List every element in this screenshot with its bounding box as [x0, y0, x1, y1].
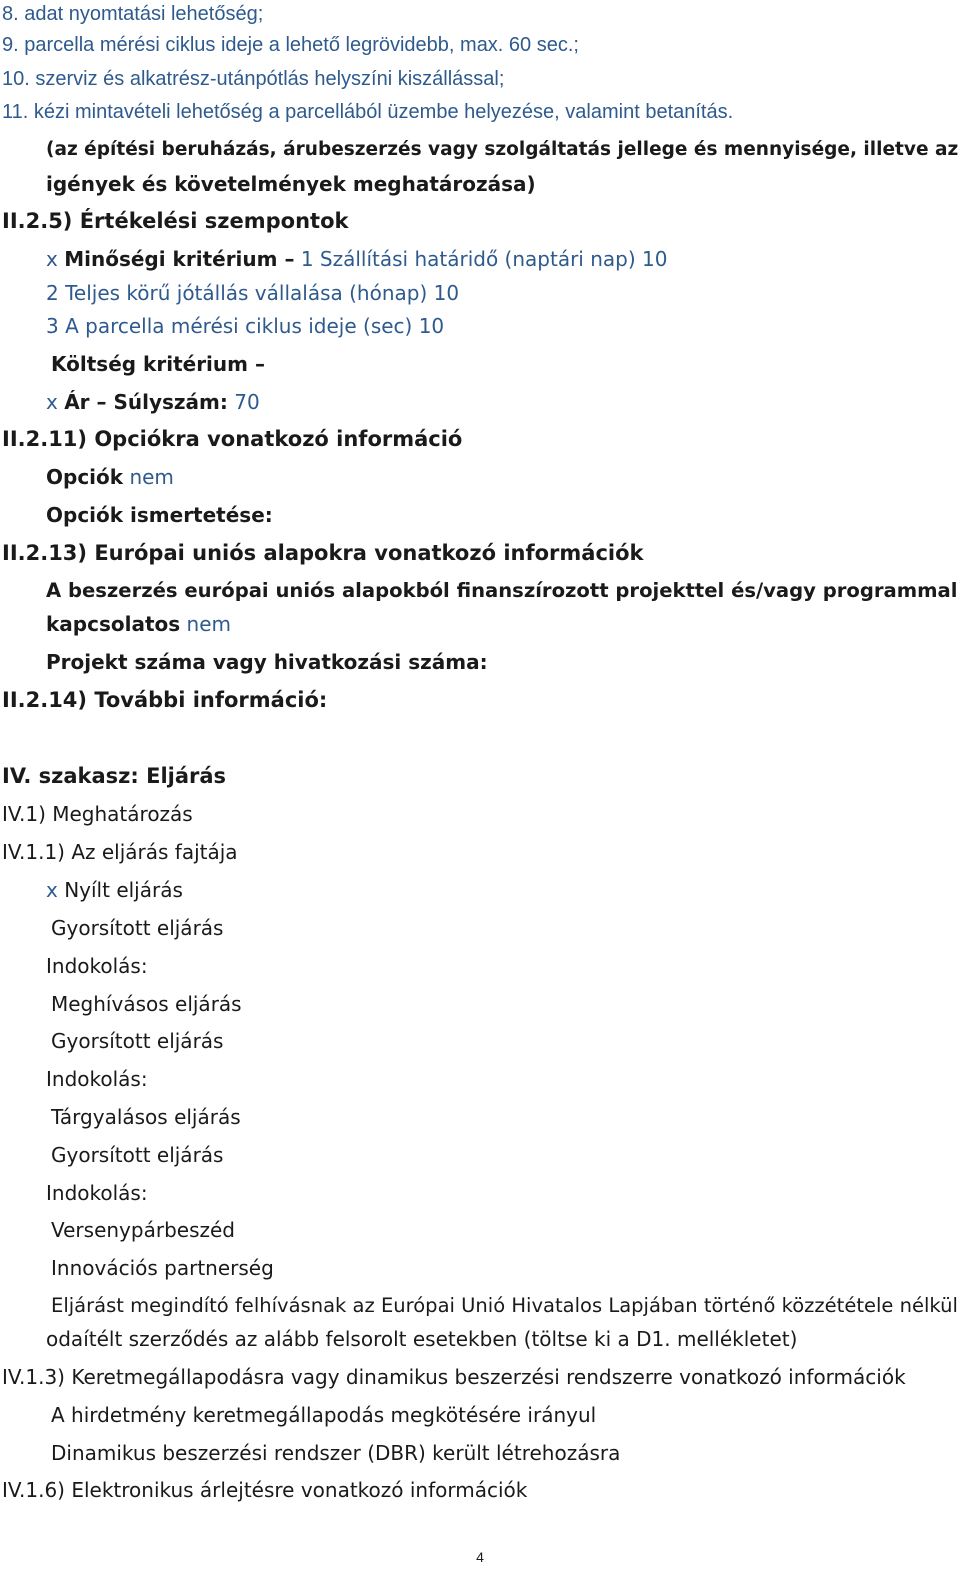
- price-weight: 70: [234, 390, 260, 414]
- negotiated-no-publication-line2: odaítélt szerződés az alább felsorolt esetekben (töltse ki a D1. mellékletet): [46, 1327, 798, 1351]
- quality-mark: x: [46, 247, 58, 271]
- criterion-1: 1 Szállítási határidő (naptári nap) 10: [300, 247, 668, 271]
- accelerated-procedure-3: Gyorsított eljárás: [51, 1143, 224, 1167]
- justification-2: Indokolás:: [46, 1067, 148, 1091]
- accelerated-procedure-1: Gyorsított eljárás: [51, 916, 224, 940]
- page-number: 4: [476, 1549, 484, 1565]
- list-item-11: 11. kézi mintavételi lehetőség a parcellából üzembe helyezése, valamint betanítás.: [2, 101, 734, 123]
- eu-funds-row: [46, 610, 231, 638]
- section-heading-ii-2-5: II.2.5) Értékelési szempontok: [2, 209, 349, 233]
- list-item-8: 8. adat nyomtatási lehetőség;: [2, 3, 264, 25]
- open-procedure-mark: x: [46, 878, 58, 902]
- iv-1-heading: IV.1) Meghatározás: [2, 802, 193, 826]
- list-item-9: 9. parcella mérési ciklus ideje a lehető legrövidebb, max. 60 sec.;: [2, 34, 579, 56]
- options-row: [46, 463, 174, 491]
- section-heading-ii-2-13: II.2.13) Európai uniós alapokra vonatkozó információk: [2, 541, 644, 565]
- price-mark: x: [46, 390, 58, 414]
- options-value: nem: [129, 465, 174, 489]
- section-heading-ii-2-11: II.2.11) Opciókra vonatkozó információ: [2, 427, 463, 451]
- accelerated-procedure-2: Gyorsított eljárás: [51, 1029, 224, 1053]
- options-label: Opciók: [46, 465, 124, 489]
- price-label: Ár – Súlyszám:: [64, 390, 228, 414]
- cost-criterion-label: Költség kritérium –: [51, 352, 265, 376]
- open-procedure-label: Nyílt eljárás: [64, 878, 183, 902]
- innovation-partnership: Innovációs partnerség: [51, 1256, 274, 1280]
- eu-funds-label: kapcsolatos: [46, 612, 181, 636]
- section-heading-ii-2-14: II.2.14) További információ:: [2, 688, 328, 712]
- eu-funds-value: nem: [186, 612, 231, 636]
- project-number-label: Projekt száma vagy hivatkozási száma:: [46, 650, 488, 674]
- competitive-dialogue: Versenypárbeszéd: [51, 1218, 235, 1242]
- open-procedure-row: [46, 876, 183, 904]
- justification-3: Indokolás:: [46, 1181, 148, 1205]
- negotiated-procedure: Tárgyalásos eljárás: [51, 1105, 241, 1129]
- dynamic-purchasing-system: Dinamikus beszerzési rendszer (DBR) került létrehozásra: [51, 1441, 621, 1465]
- iv-1-6-heading: IV.1.6) Elektronikus árlejtésre vonatkozó információk: [2, 1478, 528, 1502]
- iv-1-3-heading: IV.1.3) Keretmegállapodásra vagy dinamikus beszerzési rendszerre vonatkozó információk: [2, 1365, 906, 1389]
- list-item-10: 10. szerviz és alkatrész-utánpótlás helyszíni kiszállással;: [2, 68, 505, 90]
- quality-criterion-row: [46, 245, 667, 273]
- justification-1: Indokolás:: [46, 954, 148, 978]
- restricted-procedure: Meghívásos eljárás: [51, 992, 242, 1016]
- criterion-2: 2 Teljes körű jótállás vállalása (hónap) 10: [46, 281, 460, 305]
- framework-agreement: A hirdetmény keretmegállapodás megkötésére irányul: [51, 1403, 597, 1427]
- desc-note-line2: igények és követelmények meghatározása): [46, 172, 536, 196]
- negotiated-no-publication-line1: Eljárást megindító felhívásnak az Európai Unió Hivatalos Lapjában történő közzététele nélkül: [51, 1294, 958, 1317]
- options-description-label: Opciók ismertetése:: [46, 503, 273, 527]
- price-row: [46, 388, 260, 416]
- iv-1-1-heading: IV.1.1) Az eljárás fajtája: [2, 840, 238, 864]
- eu-funds-line1: A beszerzés európai uniós alapokból finanszírozott projekttel és/vagy programmal: [46, 579, 958, 602]
- desc-note-line1: (az építési beruházás, árubeszerzés vagy szolgáltatás jellege és mennyisége, illetve az: [46, 139, 959, 160]
- criterion-3: 3 A parcella mérési ciklus ideje (sec) 10: [46, 314, 445, 338]
- quality-label: Minőségi kritérium –: [64, 247, 295, 271]
- section-heading-iv: IV. szakasz: Eljárás: [2, 764, 227, 788]
